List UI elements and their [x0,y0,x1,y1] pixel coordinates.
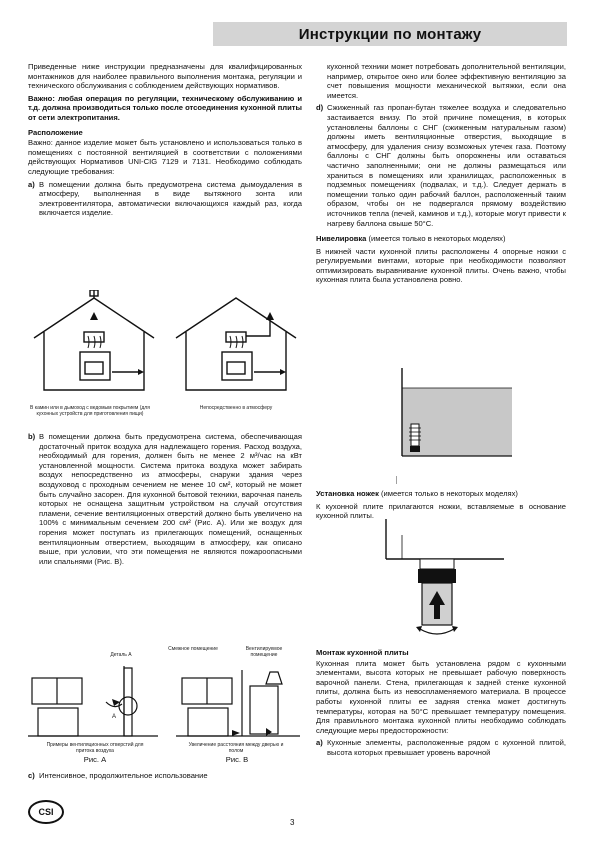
list-item-c [28,771,302,781]
left-column-middle [28,432,302,569]
fig-b-label: Рис. В [225,755,249,764]
air-intake-figures [28,662,302,740]
legs-heading-line [316,489,566,499]
detail-a-label: Деталь А [110,652,132,658]
list-text: В помещении должна быть предусмотрена система, обеспечивающая достаточный приток воздуха для надлежащего горения. Расход воздуха, необходимый для горения, должен быть не менее 2 м³/час на кВт установленной мощности. Система притока воздуха может забирать воздух непосредственно из атмосферы, снаружи здания через воздуховод с проходным сечением не менее 10 см², который не может быть случайно засорен. Для кухонной бытовой техники, варочная панель которых не оснащена защитным устройством на случай отсутствия пламени, сечение вентиляционных отверстий должно быть увеличено на 100% с минимальным сечением 200 см² (Рис. А). Или же воздух для горения может поступать из прилегающих помещений, оснащенных вентиляционным отверстием, выходящим в атмосферу, как описано выше, при условии, что эти помещения не являются пожароопасными или спальнями (Рис. В). [39,432,302,566]
legs-heading: Установка ножек [316,489,379,498]
warning-paragraph: Важно: любая операция по регуляции, техническому обслуживанию и т.д. должна производиться только после отсоединения кухонной плиты от сети электропитания. [28,93,302,122]
house2-caption: Непосредственно в атмосферу [199,405,273,411]
fig-b-caption: Увеличение расстояния между дверью и полом [188,742,284,754]
location-heading: Расположение [28,127,83,137]
right-column-top [316,62,566,288]
list-text: Сжиженный газ пропан-бутан тяжелее воздуха и следовательно застаивается внизу. По этой причине помещения, в которых установлены баллоны с СНГ (сжиженным натуральным газом) должны иметь вентиляционные отверстия, выходящие в атмосферу, для удаления снизу возможных утечек газа. Поэтому баллоны с СНГ должны быть опорожнены или оставаться частично заполненными; они не должны размещаться или храниться в помещениях или хранилищах, расположенных в подземных помещениях (подвалах, и т.д.). Следует держать в помещении только один рабочий баллон, расположенный таким образом, чтобы он не подвергался прямому воздействию источников тепла (печей, каминов и т.д.), которые могут привести к нагреву баллона свыше 50°С. [327,103,566,228]
right-column-bottom [316,648,566,761]
csi-logo [28,800,64,824]
fig-a-caption: Примеры вентиляционных отверстий для притока воздуха [46,742,144,754]
location-paragraph: Важно: данное изделие может быть установлено и использоваться только в помещениях с постоянной вентиляцией в соответствии с положениями действующих Нормативов UNI-CIG 7129 и 7131. Необходимо соблюдать следующие требования: [28,138,302,176]
list-item-d [316,103,566,228]
logo-text: CSI [38,807,54,817]
page-number: 3 [290,818,295,827]
list-text: кухонной техники может потребовать дополнительной вентиляции, например, открытое окно или более эффективную вентиляцию за счет повышения мощности механической вытяжки, если она имеется. [327,62,566,100]
leveling-paragraph: В нижней части кухонной плиты расположены 4 опорные ножки с регулируемыми винтами, которые при необходимости позволяют оптимизировать выравнивание кухонной плиты. Очень важно, чтобы кухонная плита была установлена ровно. [316,246,566,285]
mounting-paragraph: Кухонная плита может быть установлена рядом с кухонными элементами, высота которых не превышает рабочую поверхность варочной панели. Стена, прилегающая к задней стенке кухонной плиты, должна быть из невоспламеняемого материала. В процессе работы кухонной плиты ее задняя стенка может достигнуть температуры, которая на 50°С превышает температуру помещения. Для правильного монтажа кухонной плиты необходимо соблюдать следующие меры предосторожности: [316,658,566,735]
ventilated-room-label: Вентилируемое помещение [245,646,283,658]
leveling-heading-line [316,234,566,244]
left-column-bottom [28,771,302,784]
list-item-c-continued [316,62,566,100]
list-marker: c) [28,771,35,780]
leveling-heading: Нивелировка [316,234,367,244]
page-header [213,22,567,46]
leg-insertion-figure [380,515,510,640]
legs-paragraph: К кухонной плите прилагаются ножки, вставляемые в основание кухонной плиты. [316,501,566,521]
page-title: Инструкции по монтажу [298,25,482,43]
list-item-a [28,180,302,218]
list-text: Кухонные элементы, расположенные рядом с кухонной плитой, высота которых превышает уровень варочной [327,738,566,757]
list-marker: a) [316,738,323,748]
mounting-heading: Монтаж кухонной плиты [316,648,409,657]
list-text: Интенсивное, продолжительное использование [39,771,208,780]
svg-text:A: A [112,714,117,720]
list-marker: a) [28,179,35,189]
list-text: В помещении должна быть предусмотрена система дымоудаления в атмосферу, выполненная в виде вытяжного зонта или электровентилятора, автоматически включающихся каждый раз, когда включается изделие. [39,179,302,218]
list-marker: b) [28,432,36,441]
leveling-note: (имеется только в некоторых моделях) [368,234,506,244]
leveling-foot-figure [396,366,516,484]
fig-a-label: Рис. А [83,755,107,764]
intro-paragraph: Приведенные ниже инструкции предназначены для квалифицированных монтажников для наиболее правильного выполнения монтажа, регуляции и технического обслуживания с соблюдением действующих нормативов. [28,62,302,91]
list-item-b [28,432,302,566]
legs-note: (имеется только в некоторых моделях) [381,489,518,498]
ventilation-houses-figure [30,290,300,400]
adjacent-room-label: Смежное помещение [168,646,218,652]
list-marker: d) [316,103,324,113]
list-item-a2 [316,738,566,757]
left-column-top [28,62,302,221]
house1-caption: В камин или в дымоход с ведомым покрытием (для кухонных устройств для приготовления пищи) [30,405,150,417]
